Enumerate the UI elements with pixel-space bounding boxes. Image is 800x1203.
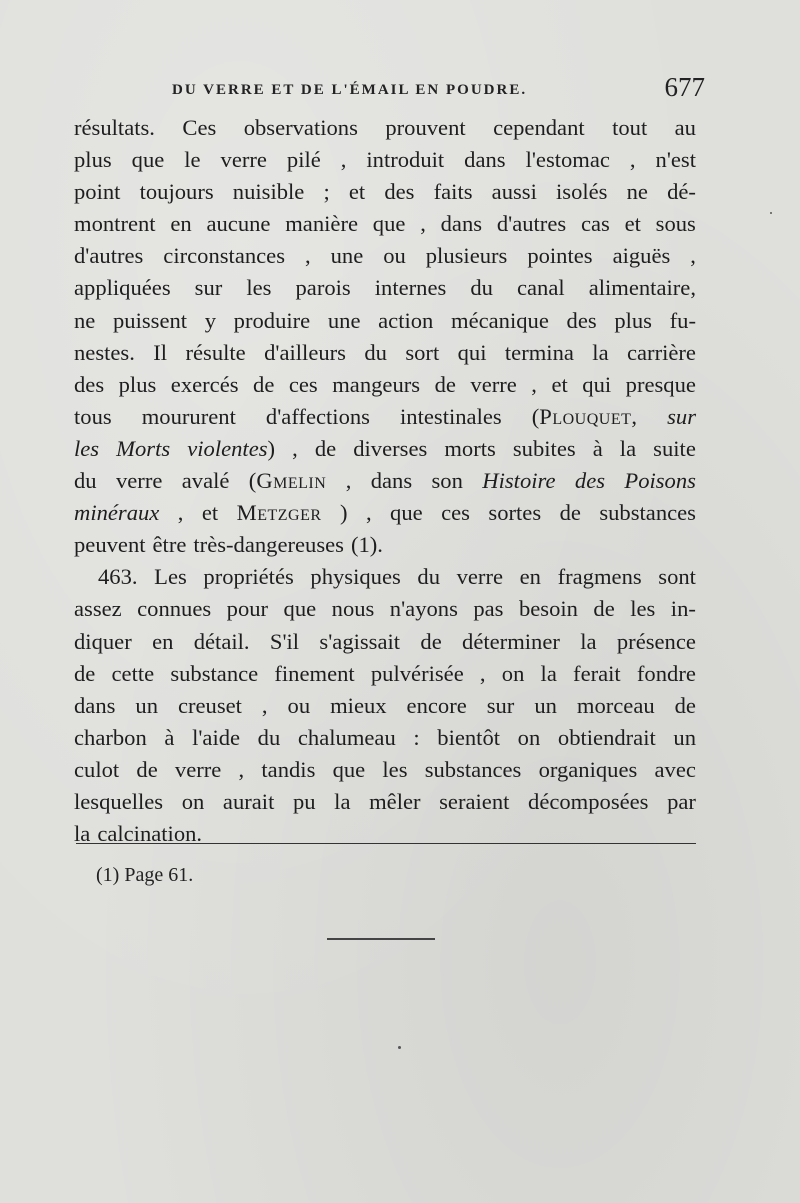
word: substances [424,756,522,782]
word: , [365,500,372,526]
word: à [164,724,175,750]
text-line [74,337,696,369]
word: peuvent [74,532,146,558]
word: Les [154,564,187,590]
word: de [74,660,96,686]
main-text [74,112,696,850]
word: , [304,243,311,269]
footnote: (1) Page 61. [96,864,194,886]
word: verre [174,756,222,782]
word: creuset [177,692,242,718]
word: en [519,564,541,590]
page-number: 677 [664,72,705,102]
word: des [74,371,105,397]
ink-speck [398,1046,401,1049]
word: ferait [573,660,621,686]
word: on [517,724,541,750]
word: nous [331,596,375,622]
running-head: DU VERRE ET DE L'ÉMAIL EN POUDRE. [172,82,528,98]
word: S'il [269,628,300,654]
text-line [74,465,696,497]
word: très-dangereuses [193,532,344,558]
text-line [74,240,696,272]
word: dé- [667,179,696,205]
word: cas [580,211,610,237]
word: canal [516,275,565,301]
text-line [74,208,696,240]
paragraph [74,112,696,561]
word: la [74,821,91,847]
word: s'agissait [319,628,401,654]
word: pu [292,788,316,814]
word: assez [74,596,122,622]
word: organiques [538,756,638,782]
word: manière [285,211,358,237]
word: n'est [655,147,696,173]
word: être [152,532,187,558]
word: suite [653,435,696,461]
word: cependant [493,115,585,140]
text-line [74,369,696,401]
word: sur [194,275,223,301]
word: dans [440,211,483,237]
word: que [332,756,366,782]
end-ornament-rule [327,938,435,940]
word: appliquées [74,275,171,301]
word: à [592,435,603,461]
word: toujours [139,179,214,205]
word: fu- [669,307,696,333]
text-line [74,722,696,754]
text-line [74,112,696,144]
word: chalumeau [297,724,396,750]
word: introduit [366,147,445,173]
word: substance [170,660,259,686]
word: la [580,628,597,654]
word: d'ailleurs [264,339,346,365]
word: présence [616,628,696,654]
word: et [348,179,366,205]
word: nestes. [74,339,135,365]
word: , [238,756,245,782]
word: avec [654,756,696,782]
word: l'aide [192,724,241,750]
word: verre [456,564,504,590]
word: diquer [74,628,132,654]
word: in- [670,596,696,622]
word: aucune [206,211,271,237]
word: mangeurs [332,371,421,397]
word: un [534,692,557,718]
word: que [131,147,165,173]
text-line [74,690,696,722]
word: prouvent [385,115,466,140]
word: qui [582,371,612,397]
text-line [74,497,696,529]
word: seraient [439,788,510,814]
word: ou [383,243,406,269]
word: charbon [74,724,147,750]
word: ne [626,179,648,205]
word: du [364,339,387,365]
word: , [177,500,184,526]
word: cette [111,660,155,686]
word: de [136,756,158,782]
word: de [420,628,442,654]
word: calcination. [97,821,203,847]
word: parois [295,275,351,301]
word: : [413,724,420,750]
word: qui [457,339,487,365]
word: pulvérisée [370,660,464,686]
word: alimentaire, [588,275,696,301]
word: ) [339,500,348,526]
word: moururent [141,403,236,429]
word: n'ayons [389,596,458,622]
word: action [378,307,434,333]
word: résulte [185,339,246,365]
word: décomposées [528,788,649,814]
word: du [74,468,97,494]
word: carrière [627,339,696,365]
word: aussi [491,179,537,205]
word: faits [433,179,473,205]
word: les [630,596,656,622]
word: verre [115,468,163,494]
word: en [152,628,174,654]
word: aiguës [612,243,671,269]
word: au [674,115,696,140]
word: tous [74,403,112,429]
word: du [417,564,440,590]
word: plus [118,371,157,397]
word: sont [658,564,696,590]
word: presque [625,371,696,397]
word: de [593,596,615,622]
word: dans [74,692,116,718]
word: de [314,435,337,461]
word: pilé [286,147,321,173]
word: connues [137,596,212,622]
word: tandis [261,756,316,782]
word: aurait [222,788,275,814]
word: verre [220,147,267,173]
word: en [170,211,192,237]
word: sort [405,339,440,365]
word: avalé [181,468,230,494]
word: son [431,468,463,494]
word: mécanique [451,307,549,333]
word: Il [153,339,168,365]
word: Ces [182,115,217,140]
word: de [674,692,696,718]
word: ou [287,692,311,718]
text-line [74,272,696,304]
word: des [566,307,597,333]
word: Metzger [236,500,322,526]
text-line [74,401,696,433]
word: déterminer [462,628,560,654]
word: sur [667,403,696,429]
word: que [372,211,406,237]
word: , [340,147,347,173]
word: Morts [116,435,171,461]
word: les [246,275,272,301]
word: besoin [518,596,578,622]
text-line [74,529,696,561]
word: Poisons [624,468,696,494]
word: morts [444,435,496,461]
word: isolés [556,179,608,205]
word: pour [226,596,269,622]
word: la [540,660,557,686]
word: la [592,339,609,365]
word: un [673,724,696,750]
word: le [184,147,201,173]
word: résultats. [74,115,155,140]
word: dans [464,147,506,173]
word: plusieurs [425,243,508,269]
word: l'estomac [525,147,610,173]
word: physiques [310,564,401,590]
word: , [629,147,636,173]
text-line [74,818,696,850]
word: les [74,435,100,461]
word: y [204,307,216,333]
word: et [201,500,219,526]
word: sous [655,211,696,237]
word: d'autres [74,243,144,269]
word: et [551,371,568,397]
text-line [74,176,696,208]
word: (Plouquet, [531,403,638,429]
word: (1). [350,532,383,558]
paragraph [74,561,696,850]
word: verre [470,371,517,397]
word: ces [288,371,318,397]
word: une [330,243,364,269]
text-line [74,786,696,818]
text-line [74,433,696,465]
word: minéraux [74,500,160,526]
word: nuisible [232,179,305,205]
word: sur [486,692,515,718]
word: d'autres [496,211,567,237]
word: point [74,179,121,205]
word: tout [612,115,648,140]
word: , [690,243,696,269]
word: obtiendrait [557,724,656,750]
ink-speck [770,212,772,214]
word: des [574,468,606,494]
word: fragmens [557,564,642,590]
word: par [667,788,696,814]
word: mêler [369,788,421,814]
text-line [74,754,696,786]
word: et [624,211,641,237]
word: (Gmelin [248,468,327,494]
word: plus [614,307,652,333]
word: encore [406,692,467,718]
word: que [390,500,423,526]
word: une [327,307,361,333]
word: fondre [636,660,696,686]
word: de [253,371,275,397]
text-line [74,305,696,337]
word: , [420,211,426,237]
word: diverses [353,435,428,461]
word: lesquelles [74,788,164,814]
word: les [382,756,408,782]
word: , [292,435,298,461]
word: , [345,468,352,494]
word: produire [233,307,311,333]
word: exercés [170,371,239,397]
word: internes [374,275,447,301]
text-line [74,144,696,176]
word: sortes [488,500,542,526]
word: plus [74,147,112,173]
footnote-separator [76,843,696,844]
page-header [172,72,705,112]
word: que [283,596,317,622]
word: de [559,500,581,526]
word: d'affections [265,403,370,429]
word: on [181,788,205,814]
word: finement [274,660,355,686]
text-line [74,626,696,658]
word: ne [74,307,96,333]
word: montrent [74,211,156,237]
word: subites [512,435,576,461]
word: , [531,371,537,397]
word: du [257,724,281,750]
word: violentes) [187,435,276,461]
word: un [135,692,158,718]
text-line [74,658,696,690]
word: Histoire [482,468,556,494]
word: la [619,435,637,461]
word: pointes [527,243,593,269]
word: culot [74,756,120,782]
word: propriétés [203,564,294,590]
word: de [434,371,456,397]
word: la [334,788,351,814]
word: morceau [576,692,655,718]
word: substances [599,500,696,526]
word: pas [473,596,504,622]
word: observations [243,115,358,140]
word: circonstances [163,243,285,269]
word: du [470,275,493,301]
word: bientôt [437,724,501,750]
word: , [261,692,268,718]
word: des [384,179,415,205]
word: ces [441,500,470,526]
word: on [501,660,525,686]
word: intestinales [400,403,502,429]
word: , [479,660,486,686]
word: mieux [330,692,387,718]
text-line [74,593,696,625]
word: dans [370,468,413,494]
word: termina [504,339,574,365]
word: ; [323,179,330,205]
word: puissent [112,307,188,333]
word: détail. [193,628,250,654]
word: 463. [98,564,138,590]
text-line [74,561,696,593]
